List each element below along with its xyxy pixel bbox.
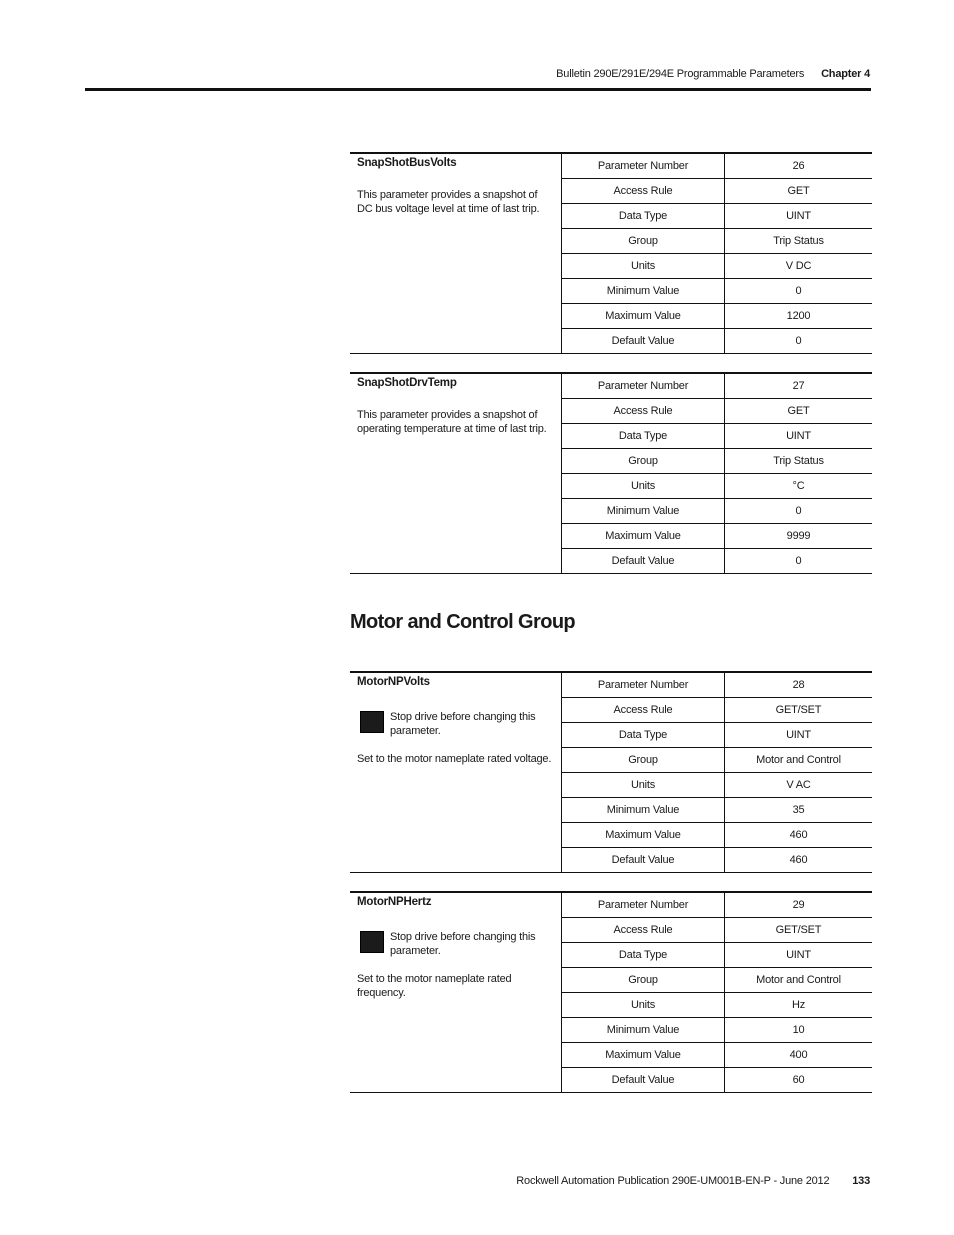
attribute-value: 0 xyxy=(725,499,873,524)
parameter-table xyxy=(350,671,872,873)
parameter-description: Set to the motor nameplate rated frequency. xyxy=(357,973,512,999)
attribute-value: 1200 xyxy=(725,304,873,329)
param-table-motornphertz xyxy=(350,891,872,1093)
attribute-label: Default Value xyxy=(562,1068,725,1093)
note-text: Stop drive before changing this parameter. xyxy=(390,711,536,737)
section-title: Motor and Control Group xyxy=(350,611,576,633)
header-rule xyxy=(85,88,871,91)
attribute-value: 27 xyxy=(725,373,873,399)
attribute-label: Minimum Value xyxy=(562,798,725,823)
attribute-label: Maximum Value xyxy=(562,524,725,549)
attribute-label: Group xyxy=(562,229,725,254)
attribute-label: Access Rule xyxy=(562,179,725,204)
table-row xyxy=(350,672,872,698)
page-number: 133 xyxy=(852,1175,870,1187)
attribute-label: Access Rule xyxy=(562,399,725,424)
attribute-label: Maximum Value xyxy=(562,823,725,848)
attribute-label: Parameter Number xyxy=(562,153,725,179)
attribute-value: Hz xyxy=(725,993,873,1018)
attribute-value: 60 xyxy=(725,1068,873,1093)
param-table-snapshotbusvolts xyxy=(350,152,872,354)
attribute-value: GET xyxy=(725,179,873,204)
attribute-value: UINT xyxy=(725,723,873,748)
attribute-label: Parameter Number xyxy=(562,373,725,399)
attribute-value: 460 xyxy=(725,823,873,848)
table-row xyxy=(350,373,872,399)
parameter-description-cell xyxy=(350,153,562,354)
parameter-table xyxy=(350,152,872,354)
attribute-value: 10 xyxy=(725,1018,873,1043)
attribute-value: 29 xyxy=(725,892,873,918)
parameter-name: SnapShotBusVolts xyxy=(357,157,457,169)
table-row xyxy=(350,892,872,918)
attribute-label: Parameter Number xyxy=(562,672,725,698)
running-header xyxy=(556,68,870,80)
parameter-description: This parameter provides a snapshot of DC bus voltage level at time of last trip. xyxy=(357,189,540,215)
attribute-label: Units xyxy=(562,474,725,499)
attribute-value: Trip Status xyxy=(725,229,873,254)
parameter-table xyxy=(350,372,872,574)
attribute-label: Access Rule xyxy=(562,918,725,943)
attention-icon xyxy=(360,931,384,953)
attribute-value: Motor and Control xyxy=(725,968,873,993)
attribute-value: UINT xyxy=(725,424,873,449)
parameter-name: SnapShotDrvTemp xyxy=(357,377,457,389)
attribute-value: GET xyxy=(725,399,873,424)
attribute-label: Data Type xyxy=(562,424,725,449)
attribute-value: V AC xyxy=(725,773,873,798)
attention-note xyxy=(357,710,553,738)
attribute-label: Units xyxy=(562,773,725,798)
attribute-label: Data Type xyxy=(562,943,725,968)
attribute-value: UINT xyxy=(725,943,873,968)
attribute-value: 9999 xyxy=(725,524,873,549)
attribute-label: Data Type xyxy=(562,204,725,229)
attribute-label: Units xyxy=(562,993,725,1018)
attribute-value: GET/SET xyxy=(725,918,873,943)
attribute-label: Group xyxy=(562,449,725,474)
param-table-snapshotdrvtemp xyxy=(350,372,872,574)
attention-icon xyxy=(360,711,384,733)
parameter-name: MotorNPHertz xyxy=(357,896,432,908)
parameter-description: Set to the motor nameplate rated voltage. xyxy=(357,753,552,765)
attribute-value: 400 xyxy=(725,1043,873,1068)
attribute-label: Maximum Value xyxy=(562,304,725,329)
attribute-value: Trip Status xyxy=(725,449,873,474)
parameter-description-cell xyxy=(350,672,562,873)
parameter-name: MotorNPVolts xyxy=(357,676,430,688)
attribute-label: Group xyxy=(562,968,725,993)
attribute-value: 28 xyxy=(725,672,873,698)
running-footer xyxy=(516,1175,870,1187)
attribute-value: 0 xyxy=(725,329,873,354)
attribute-label: Units xyxy=(562,254,725,279)
attribute-label: Default Value xyxy=(562,848,725,873)
header-chapter: Chapter 4 xyxy=(821,68,870,80)
attribute-label: Maximum Value xyxy=(562,1043,725,1068)
attribute-value: 460 xyxy=(725,848,873,873)
parameter-description-cell xyxy=(350,892,562,1093)
table-row xyxy=(350,153,872,179)
attribute-label: Minimum Value xyxy=(562,499,725,524)
attribute-value: °C xyxy=(725,474,873,499)
param-table-motornpvolts xyxy=(350,671,872,873)
attribute-label: Data Type xyxy=(562,723,725,748)
attribute-value: 26 xyxy=(725,153,873,179)
attribute-label: Default Value xyxy=(562,329,725,354)
attribute-label: Default Value xyxy=(562,549,725,574)
attribute-label: Access Rule xyxy=(562,698,725,723)
header-title: Bulletin 290E/291E/294E Programmable Parameters xyxy=(556,68,805,80)
attribute-value: Motor and Control xyxy=(725,748,873,773)
attribute-value: V DC xyxy=(725,254,873,279)
note-text: Stop drive before changing this parameter. xyxy=(390,931,536,957)
attribute-label: Minimum Value xyxy=(562,279,725,304)
attribute-label: Minimum Value xyxy=(562,1018,725,1043)
attribute-label: Parameter Number xyxy=(562,892,725,918)
parameter-description-cell xyxy=(350,373,562,574)
parameter-table xyxy=(350,891,872,1093)
parameter-description: This parameter provides a snapshot of operating temperature at time of last trip. xyxy=(357,409,547,435)
attribute-value: GET/SET xyxy=(725,698,873,723)
footer-publication: Rockwell Automation Publication 290E-UM001B-EN-P - June 2012 xyxy=(516,1175,830,1187)
attribute-value: 0 xyxy=(725,279,873,304)
attribute-value: 35 xyxy=(725,798,873,823)
attribute-value: UINT xyxy=(725,204,873,229)
attribute-label: Group xyxy=(562,748,725,773)
attribute-value: 0 xyxy=(725,549,873,574)
attention-note xyxy=(357,930,553,958)
